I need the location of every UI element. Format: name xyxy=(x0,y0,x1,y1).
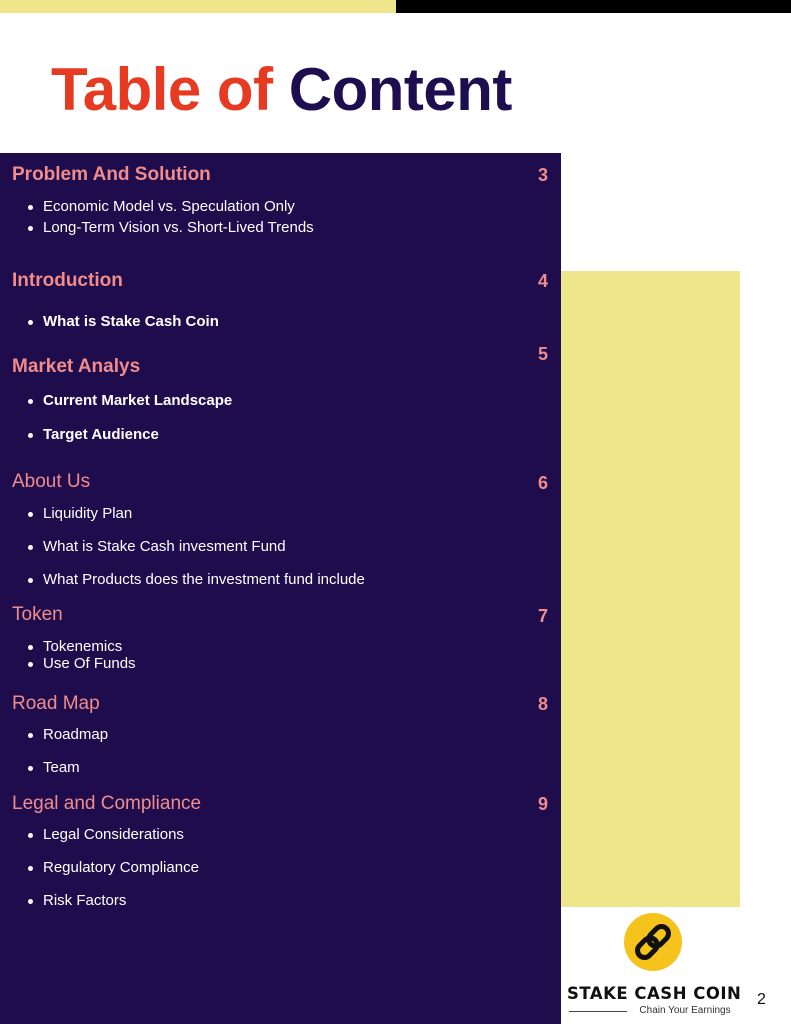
toc-item[interactable]: What is Stake Cash invesment Fund xyxy=(43,538,286,555)
toc-section-title-introduction[interactable]: Introduction xyxy=(12,270,123,291)
toc-section-page-market-analysis: 5 xyxy=(537,344,548,364)
toc-item[interactable]: Legal Considerations xyxy=(43,826,184,843)
toc-section-page-road-map: 8 xyxy=(537,694,548,714)
toc-item[interactable]: Long-Term Vision vs. Short-Lived Trends xyxy=(43,219,314,236)
toc-section-title-problem-solution[interactable]: Problem And Solution xyxy=(12,164,211,185)
toc-section-title-token[interactable]: Token xyxy=(12,604,63,625)
page-title-part2: Content xyxy=(288,56,512,123)
toc-item[interactable]: Use Of Funds xyxy=(43,655,136,672)
toc-item[interactable]: Team xyxy=(43,759,80,776)
toc-item[interactable]: Liquidity Plan xyxy=(43,505,133,522)
toc-section-title-road-map[interactable]: Road Map xyxy=(12,693,100,714)
page-title-part1: Table of xyxy=(51,56,273,123)
toc-section-title-market-analysis[interactable]: Market Analys xyxy=(12,356,141,377)
toc-item[interactable]: What is Stake Cash Coin xyxy=(43,313,219,330)
toc-section-title-about-us[interactable]: About Us xyxy=(12,471,91,492)
top-accent-bar-black xyxy=(396,0,791,13)
chain-link-icon xyxy=(624,913,682,971)
toc-item[interactable]: Economic Model vs. Speculation Only xyxy=(43,198,295,215)
decorative-yellow-block xyxy=(561,271,740,907)
toc-item[interactable]: Regulatory Compliance xyxy=(43,859,199,876)
page-number: 2 xyxy=(757,991,766,1008)
toc-section-page-about-us: 6 xyxy=(537,473,548,493)
page-title xyxy=(51,52,512,128)
brand-tagline: Chain Your Earnings xyxy=(639,1005,731,1016)
toc-item[interactable]: Tokenemics xyxy=(43,638,123,655)
top-accent-bar-yellow xyxy=(0,0,396,13)
toc-section-title-legal-compliance[interactable]: Legal and Compliance xyxy=(12,793,202,814)
toc-item[interactable]: Target Audience xyxy=(43,426,159,443)
brand-logo xyxy=(624,913,682,971)
toc-item[interactable]: Risk Factors xyxy=(43,892,127,909)
toc-item[interactable]: Roadmap xyxy=(43,726,109,743)
toc-section-page-introduction: 4 xyxy=(537,271,548,291)
toc-section-page-legal-compliance: 9 xyxy=(537,794,548,814)
toc-section-page-problem-solution: 3 xyxy=(537,165,548,185)
toc-section-page-token: 7 xyxy=(537,606,548,626)
brand-divider xyxy=(569,1011,627,1012)
toc-item[interactable]: What Products does the investment fund include xyxy=(43,571,365,588)
toc-item[interactable]: Current Market Landscape xyxy=(43,392,233,409)
brand-name: STAKE CASH COIN xyxy=(567,984,742,1003)
